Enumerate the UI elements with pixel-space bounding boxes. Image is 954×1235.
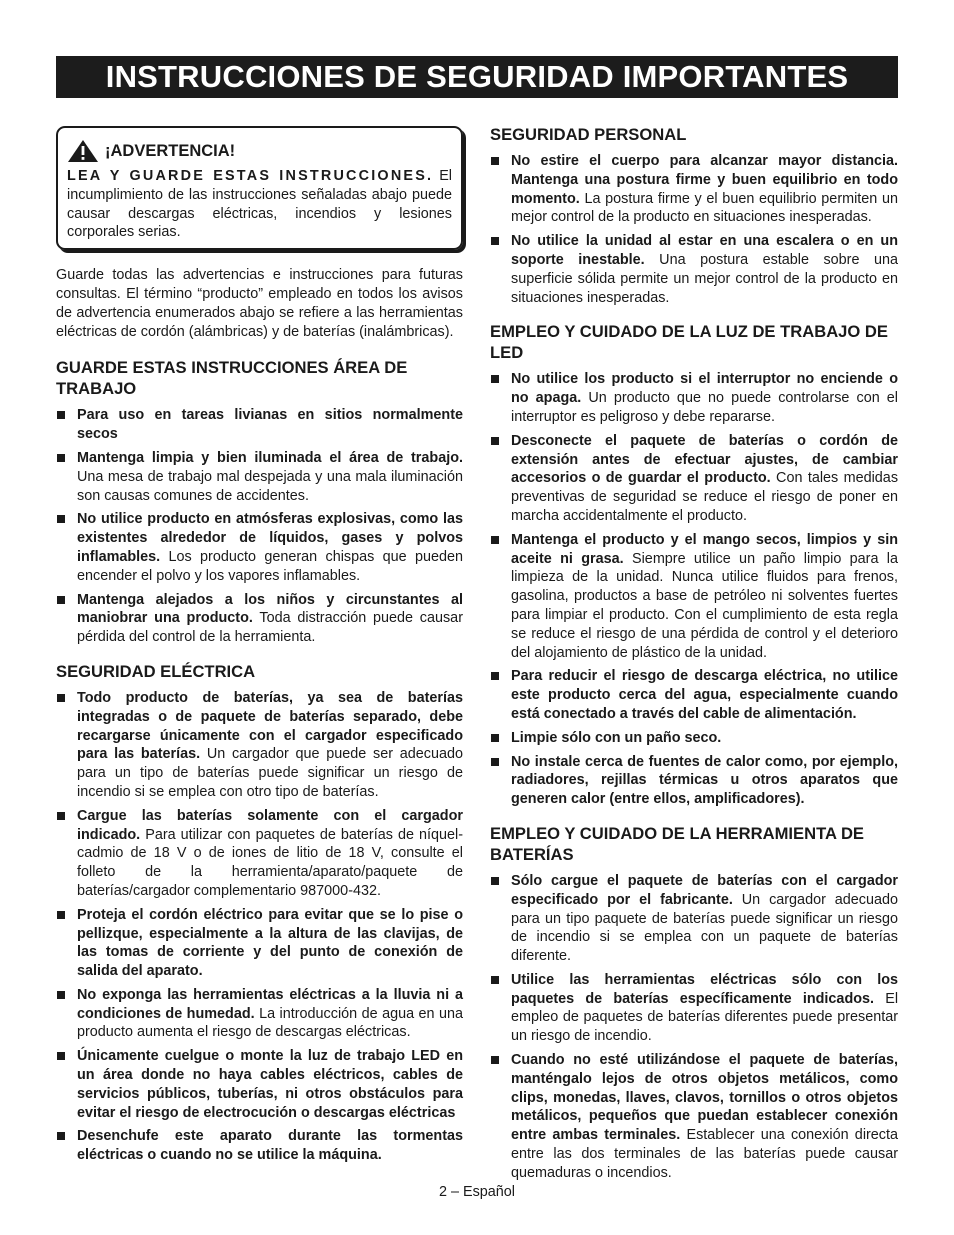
bullet-list <box>490 872 898 1183</box>
list-item <box>490 729 898 748</box>
left-sections <box>56 357 463 1165</box>
item-bold-text: Mantenga limpia y bien iluminada el área de trabajo. <box>77 449 463 466</box>
item-bold-text: No exponga las herramientas eléctricas a la lluvia ni a condiciones de humedad. <box>77 986 463 1022</box>
list-item <box>490 152 898 227</box>
item-text: La postura firme y el buen equilibrio permiten un mejor control de la producto en situaciones inesperadas. <box>511 190 898 226</box>
item-text: Toda distracción puede causar pérdida del control de la herramienta. <box>77 610 463 646</box>
item-bold-text: No utilice la unidad al estar en una escalera o en un soporte inestable. <box>511 233 898 268</box>
right-sections <box>490 124 898 1183</box>
item-bold-text: Cuando no esté utilizándose el paquete de baterías, manténgalo lejos de otros objetos metálicos, como clips, monedas, llaves, clavos, tornillos o otros objetos metálicos, pequeños que puedan establecer conexión entre ambas terminales. <box>511 1052 898 1144</box>
warning-title: ¡ADVERTENCIA! <box>105 141 236 160</box>
page-title: INSTRUCCIONES DE SEGURIDAD IMPORTANTES <box>105 59 849 94</box>
list-item <box>56 1127 463 1165</box>
left-column <box>56 124 463 1179</box>
warning-header <box>67 139 452 163</box>
list-item <box>490 971 898 1046</box>
section-heading: SEGURIDAD ELÉCTRICA <box>56 661 256 681</box>
warning-box <box>56 126 463 250</box>
section-heading: SEGURIDAD PERSONAL <box>490 125 687 144</box>
item-text: Una postura estable sobre una superficie sólida permite un mejor control de la producto en situaciones inesperadas. <box>511 251 898 306</box>
item-bold-text: Sólo cargue el paquete de baterías con el cargador especificado por el fabricante. <box>511 872 898 908</box>
intro-paragraph: Guarde todas las advertencias e instrucciones para futuras consultas. El término “producto” empleado en todos los avisos de advertencia enumerados abajo se refiere a las herramientas eléctricas de cordón (alámbricas) y de baterías (inalámbricas). <box>56 267 463 340</box>
list-item <box>56 906 463 981</box>
title-bar <box>56 56 898 98</box>
item-bold-text: Para reducir el riesgo de descarga eléctrica, no utilice este producto cerca del agua, especialmente cuando está conectado a través del cable de alimentación. <box>511 668 898 722</box>
list-item <box>56 510 463 585</box>
bullet-list <box>490 152 898 307</box>
warning-text <box>67 167 452 242</box>
item-bold-text: Desconecte el paquete de baterías o cordón de extensión antes de efectuar ajustes, de cambiar accesorios o de guardar el producto. <box>511 432 898 487</box>
item-bold-text: Limpie sólo con un paño seco. <box>511 729 722 746</box>
list-item <box>490 1051 898 1183</box>
item-text: La introducción de agua en una producto aumenta el riesgo de descargas eléctricas. <box>77 1005 463 1041</box>
warning-triangle-icon <box>67 139 99 163</box>
bullet-list <box>490 370 898 809</box>
list-item <box>490 232 898 307</box>
bullet-list <box>56 689 463 1165</box>
item-bold-text: Utilice las herramientas eléctricas sólo con los paquetes de baterías específicamente indicados. <box>511 971 898 1007</box>
right-column <box>490 124 898 1197</box>
section-heading: EMPLEO Y CUIDADO DE LA LUZ DE TRABAJO DE LED <box>490 322 888 363</box>
item-bold-text: Para uso en tareas livianas en sitios normalmente secos <box>77 407 463 443</box>
warning-lead: LEA Y GUARDE ESTAS INSTRUCCIONES. <box>67 168 434 184</box>
list-item <box>56 406 463 444</box>
item-text: Un cargador adecuado para un tipo paquete de baterías puede significar un riesgo de incendio si se emplea con un paquete de baterías diferente. <box>511 891 898 965</box>
list-item <box>490 531 898 663</box>
item-bold-text: No utilice los producto si el interruptor no enciende o no apaga. <box>511 371 898 407</box>
item-bold-text: No instale cerca de fuentes de calor como, por ejemplo, radiadores, rejillas térmicas u otros aparatos que generen calor (entre ellos, amplificadores). <box>511 753 898 808</box>
item-bold-text: Desenchufe este aparato durante las tormentas eléctricas o cuando no se utilice la máquina. <box>77 1128 463 1164</box>
list-item <box>56 807 463 901</box>
item-bold-text: Mantenga alejados a los niños y circunstantes al maniobrar una producto. <box>77 591 463 627</box>
item-bold-text: Únicamente cuelgue o monte la luz de trabajo LED en un área donde no haya cables eléctricos, cables de servicios públicos, tuberías, ni otros obstáculos para evitar el riesgo de electrocución o descargas eléctricas <box>77 1048 463 1121</box>
list-item <box>490 667 898 723</box>
list-item <box>56 449 463 505</box>
list-item <box>56 689 463 802</box>
section-heading: EMPLEO Y CUIDADO DE LA HERRAMIENTA DE BATERÍAS <box>490 823 864 864</box>
list-item <box>490 432 898 526</box>
item-text: Un producto que no puede controlarse con el interruptor es peligroso y debe repararse. <box>511 390 899 425</box>
list-item <box>490 753 898 809</box>
list-item <box>490 872 898 966</box>
section-heading: GUARDE ESTAS INSTRUCCIONES ÁREA DE TRABAJO <box>56 358 408 399</box>
item-bold-text: Proteja el cordón eléctrico para evitar que se lo pise o pellizque, especialmente a la altura de las clavijas, de las tomas de corriente y del punto de conexión de salida del aparato. <box>77 906 463 980</box>
list-item <box>56 986 463 1042</box>
item-text: Siempre utilice un paño limpio para la limpieza de la unidad. Nunca utilice fluidos para frenos, gasolina, productos a base de petróleo ni solventes fuertes para limpiar el producto. Con el cumplimiento de esta regla se reduce el riesgo de una pérdida de control y el deterioro del alojamiento de plástico de la unidad. <box>511 550 899 661</box>
list-item <box>56 1047 463 1122</box>
page-number: 2 – Español <box>438 1184 515 1200</box>
item-bold-text: No utilice producto en atmósferas explosivas, como las existentes alrededor de líquidos, gases y polvos inflamables. <box>77 511 463 565</box>
item-bold-text: Todo producto de baterías, ya sea de baterías integradas o de paquete de baterías separado, debe recargarse únicamente con el cargador especificado para las baterías. <box>77 689 463 763</box>
item-text: Establecer una conexión directa entre las dos terminales de las baterías puede causar quemaduras o incendios. <box>511 1127 899 1181</box>
warning-body: El incumplimiento de las instrucciones señaladas abajo puede causar descargas eléctricas, incendios y lesiones corporales serias. <box>67 168 452 241</box>
bullet-list <box>56 406 463 647</box>
item-text: Un cargador que puede ser adecuado para un tipo de baterías puede significar un riesgo de incendio si se emplea con otro tipo de baterías. <box>77 746 464 800</box>
item-text: Con tales medidas preventivas de seguridad se reduce el riesgo de poner en marcha accidentalmente el producto. <box>511 470 899 524</box>
item-text: El empleo de paquetes de baterías diferentes puede presentar un riesgo de incendio. <box>511 990 899 1045</box>
item-text: Para utilizar con paquetes de baterías de níquel-cadmio de 18 V o de iones de litio de 18 V, consulte el folleto de la herramienta/aparato/paquete de baterías/cargador complementario 987000-432. <box>77 826 464 899</box>
list-item <box>490 370 898 426</box>
item-bold-text: Mantenga el producto y el mango secos, limpios y sin aceite ni grasa. <box>511 531 898 567</box>
item-text: Una mesa de trabajo mal despejada y una mala iluminación son causas comunes de accidentes. <box>77 468 463 504</box>
item-bold-text: Cargue las baterías solamente con el cargador indicado. <box>77 807 463 843</box>
item-bold-text: No estire el cuerpo para alcanzar mayor distancia. Mantenga una postura firme y buen equilibrio en todo momento. <box>511 153 898 207</box>
list-item <box>56 591 463 647</box>
item-text: Los producto generan chispas que pueden encender el polvo y los vapores inflamables. <box>77 548 463 584</box>
